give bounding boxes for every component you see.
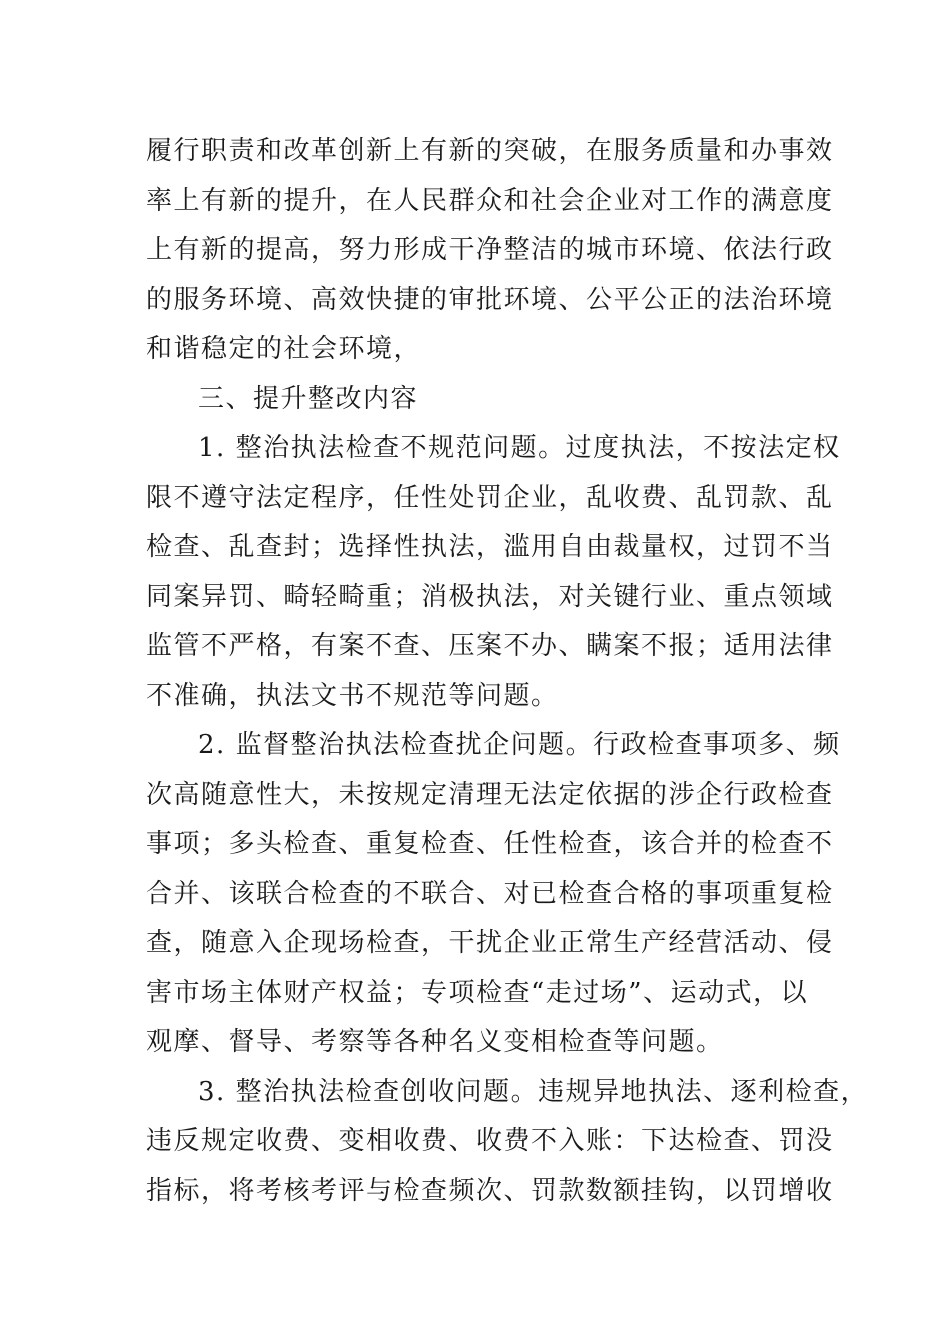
text-line: 合并、该联合检查的不联合、对已检查合格的事项重复检 (146, 878, 834, 909)
paragraph-2-start: 2. 监督整治执法检查扰企问题。行政检查事项多、频 (198, 730, 841, 760)
paragraph-3-start: 3. 整治执法检查创收问题。违规异地执法、逐利检查， (198, 1076, 869, 1107)
text-line: 违反规定收费、变相收费、收费不入账：下达检查、罚没 (146, 1126, 834, 1156)
text-line: 同案异罚、畸轻畸重；消极执法，对关键行业、重点领域 (146, 581, 834, 612)
section-heading: 三、提升整改内容 (198, 383, 419, 414)
paragraph-1-start: 1. 整治执法检查不规范问题。过度执法，不按法定权 (198, 433, 841, 463)
text-line: 率上有新的提升，在人民群众和社会企业对工作的满意度 (146, 185, 834, 216)
text-line: 履行职责和改革创新上有新的突破，在服务质量和办事效 (146, 136, 834, 166)
text-line: 和谐稳定的社会环境， (146, 334, 422, 364)
text-line: 监管不严格，有案不查、压案不办、瞒案不报；适用法律 (146, 631, 834, 661)
text-line: 的服务环境、高效快捷的审批环境、公平公正的法治环境 (146, 284, 834, 315)
text-line: 次高随意性大，未按规定清理无法定依据的涉企行政检查 (146, 779, 834, 810)
text-line: 指标，将考核考评与检查频次、罚款数额挂钩，以罚增收 (146, 1175, 834, 1206)
text-line: 观摩、督导、考察等各种名义变相检查等问题。 (146, 1027, 724, 1057)
text-line: 上有新的提高，努力形成干净整洁的城市环境、依法行政 (146, 235, 834, 265)
text-line: 事项；多头检查、重复检查、任性检查，该合并的检查不 (146, 829, 834, 859)
text-line: 不准确，执法文书不规范等问题。 (146, 680, 559, 711)
text-line: 查，随意入企现场检查，干扰企业正常生产经营活动、侵 (146, 928, 834, 958)
text-line: 限不遵守法定程序，任性处罚企业，乱收费、乱罚款、乱 (146, 482, 834, 513)
text-line: 检查、乱查封；选择性执法，滥用自由裁量权，过罚不当 (146, 532, 834, 562)
body-text (146, 127, 869, 1216)
text-line: 害市场主体财产权益；专项检查“走过场”、运动式，以 (146, 977, 809, 1008)
